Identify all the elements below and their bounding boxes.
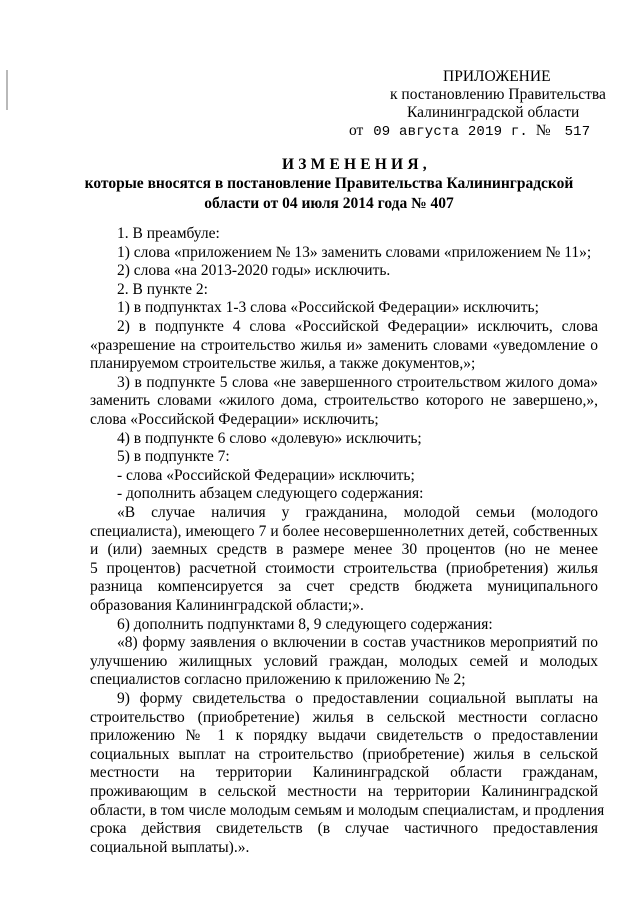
body-line: 5 процентов) расчетной стоимости строительства (приобретения) жилья	[90, 559, 598, 577]
body-line: специалистов согласно приложению к приложению № 2;	[90, 671, 466, 689]
body-line: - слова «Российской Федерации» исключить;	[117, 466, 415, 484]
body-line: «8) форму заявления о включении в состав участников мероприятий по	[117, 634, 598, 652]
body-line: 2. В пункте 2:	[117, 280, 208, 298]
body-line: заменить словами «жилого дома, строительство которого не завершено,»,	[90, 392, 598, 410]
date-line	[349, 121, 590, 142]
body-line: местности на территории Калининградской области гражданам,	[90, 764, 598, 782]
body-line: слова «Российской Федерации» исключить;	[90, 411, 379, 428]
body-line: специалиста), имеющего 7 и более несовершеннолетних детей, собственных	[90, 522, 598, 540]
body-line: социальных выплат на строительство (приобретение) жилья в сельской	[90, 745, 598, 763]
body-line: улучшению жилищных условий граждан, молодых семей и молодых	[90, 652, 598, 670]
body-line: проживающим в сельской местности на территории Калининградской	[90, 783, 598, 800]
body-line: приложению № 1 к порядку выдачи свидетельств о предоставлении	[90, 727, 598, 745]
document-subtitle-line-2: области от 04 июля 2014 года № 407	[204, 195, 454, 212]
appendix-line-1: к постановлению Правительства	[390, 86, 606, 103]
number-value: 517	[564, 124, 591, 140]
document-subtitle	[69, 174, 589, 214]
scan-edge-mark	[6, 70, 8, 110]
body-line: «В случае наличия у гражданина, молодой семьи (молодого	[117, 504, 598, 521]
body-line: и (или) заемных средств в размере менее 30 процентов (но не менее	[90, 541, 598, 559]
body-line: 2) в подпункте 4 слова «Российской Федерации» исключить, слова	[117, 318, 598, 335]
body-line: разница компенсируется за счет средств бюджета муниципального	[90, 578, 598, 596]
document-title: ИЗМЕНЕНИЯ,	[282, 156, 431, 173]
appendix-title: ПРИЛОЖЕНИЕ	[443, 68, 551, 85]
body-line: - дополнить абзацем следующего содержания:	[117, 485, 424, 503]
body-line: 1) в подпунктах 1-3 слова «Российской Федерации» исключить;	[117, 299, 539, 317]
body-line: 1. В преамбуле:	[117, 225, 220, 242]
body-line: 2) слова «на 2013-2020 годы» исключить.	[117, 262, 391, 280]
body-line: социальной выплаты).».	[90, 838, 250, 856]
body-line: срока действия свидетельств (в случае частичного предоставления	[90, 820, 598, 838]
body-line: строительство (приобретение) жилья в сельской местности согласно	[90, 708, 598, 726]
body-line: «разрешение на строительство жилья и» заменить словами «уведомление о	[90, 336, 598, 354]
number-sign: №	[535, 122, 551, 139]
body-line: 5) в подпункте 7:	[117, 448, 230, 466]
body-line: 6) дополнить подпунктами 8, 9 следующего содержания:	[117, 615, 493, 633]
date-value: 09 августа 2019 г.	[373, 124, 529, 140]
body-line: образования Калининградской области;».	[90, 597, 364, 614]
body-line: 4) в подпункте 6 слово «долевую» исключить;	[117, 429, 422, 447]
document-subtitle-line-1: которые вносятся в постановление Правительства Калининградской	[84, 175, 574, 192]
appendix-line-2: Калининградской области	[407, 104, 580, 121]
body-line: 1) слова «приложением № 13» заменить словами «приложением № 11»;	[117, 243, 592, 261]
date-prefix: от	[349, 122, 364, 139]
body-line: 9) форму свидетельства о предоставлении социальной выплаты на	[117, 690, 598, 707]
body-line: области, в том числе молодым семьям и молодым специалистам, и продления	[90, 801, 605, 819]
body-line: планируемом строительстве жилья, а также документов,»;	[90, 355, 476, 373]
body-line: 3) в подпункте 5 слова «не завершенного строительством жилого дома»	[117, 373, 598, 391]
